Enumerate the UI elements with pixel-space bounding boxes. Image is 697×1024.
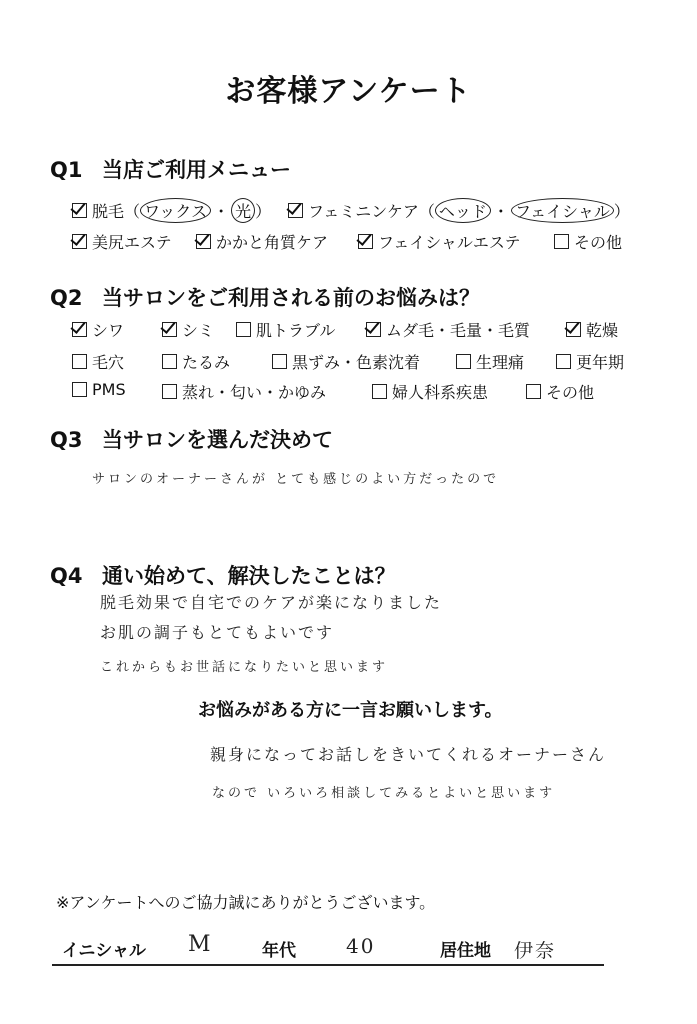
q3-question: 当サロンを選んだ決めて (102, 428, 333, 452)
q2-option-period-pain[interactable] (456, 350, 524, 373)
option-label: その他 (546, 383, 595, 402)
q2-question: 当サロンをご利用される前のお悩みは？ (102, 286, 480, 310)
option-label: フェミニンケア (308, 202, 419, 221)
option-label: 蒸れ・匂い・かゆみ (182, 383, 327, 402)
age-value[interactable]: 40 (346, 934, 376, 958)
q1-option-hip[interactable] (72, 230, 172, 253)
checkbox-unchecked[interactable] (72, 382, 87, 397)
option-label: 婦人科系疾患 (392, 383, 489, 402)
message-line: なので いろいろ相談してみるとよいと思います (212, 786, 556, 801)
option-label: PMS (92, 380, 126, 399)
checkbox-unchecked[interactable] (72, 354, 87, 369)
q2-option-odor[interactable] (162, 380, 326, 403)
q1-option-facial-esthe[interactable] (358, 230, 521, 253)
circled-option-head: ヘッド (435, 198, 491, 223)
q4-question: 通い始めて、解決したことは？ (102, 564, 396, 588)
age-label: 年代 (262, 941, 296, 961)
q2-option-sagging[interactable] (162, 350, 230, 373)
q4-answer-line: これからもお世話になりたいと思います (100, 660, 389, 675)
q4-number: Q4 (50, 564, 83, 588)
q2-option-dark-spots[interactable] (272, 350, 420, 373)
q2-heading (50, 282, 480, 312)
option-label: 肌トラブル (256, 321, 336, 340)
paren-close: ） (613, 202, 630, 221)
checkbox-unchecked[interactable] (554, 234, 569, 249)
q2-option-spots[interactable] (162, 318, 214, 341)
q1-option-hair-removal[interactable] (72, 198, 271, 223)
q2-option-other[interactable] (526, 380, 594, 403)
option-label: かかと角質ケア (216, 233, 329, 252)
checkbox-checked[interactable] (196, 234, 211, 249)
option-label: 美尻エステ (92, 233, 172, 252)
q4-answer-line: お肌の調子もとてもよいです (100, 623, 335, 642)
q2-option-skin-trouble[interactable] (236, 318, 335, 341)
circled-option-light: 光 (231, 198, 255, 223)
checkbox-unchecked[interactable] (526, 384, 541, 399)
q4-heading (50, 560, 396, 590)
q3-heading (50, 424, 333, 454)
q4-answer-line: 脱毛効果で自宅でのケアが楽になりました (100, 593, 443, 612)
q1-option-feminine-care[interactable] (288, 198, 630, 223)
residence-value[interactable]: 伊奈 (514, 940, 557, 962)
option-label: 脱毛 (92, 202, 125, 221)
q2-option-wrinkles[interactable] (72, 318, 124, 341)
thanks-note: ※アンケートへのご協力誠にありがとうございます。 (56, 893, 436, 912)
q3-answer: サロンのオーナーさんが とても感じのよい方だったので (92, 472, 500, 487)
checkbox-checked[interactable] (358, 234, 373, 249)
checkbox-checked[interactable] (72, 322, 87, 337)
paren-close: ） (255, 202, 272, 221)
q1-option-heel[interactable] (196, 230, 328, 253)
initial-value[interactable]: M (188, 932, 213, 957)
footer-underline (52, 964, 604, 966)
q1-heading (50, 154, 291, 184)
option-label: シワ (92, 321, 125, 340)
paren-open: （ (418, 202, 435, 221)
q2-option-dryness[interactable] (566, 318, 618, 341)
checkbox-checked[interactable] (566, 322, 581, 337)
checkbox-checked[interactable] (162, 322, 177, 337)
q3-number: Q3 (50, 428, 83, 452)
q1-question: 当店ご利用メニュー (102, 158, 291, 182)
checkbox-unchecked[interactable] (456, 354, 471, 369)
option-label: その他 (574, 233, 623, 252)
option-label: 毛穴 (92, 353, 125, 372)
checkbox-checked[interactable] (366, 322, 381, 337)
checkbox-unchecked[interactable] (162, 354, 177, 369)
option-label: 乾燥 (586, 321, 619, 340)
q1-option-other[interactable] (554, 230, 622, 253)
q2-option-body-hair[interactable] (366, 318, 530, 341)
circled-option-wax: ワックス (140, 198, 211, 223)
initial-label: イニシャル (62, 941, 146, 961)
checkbox-unchecked[interactable] (162, 384, 177, 399)
q2-option-menopause[interactable] (556, 350, 624, 373)
q1-number: Q1 (50, 158, 83, 182)
q2-option-gynecology[interactable] (372, 380, 488, 403)
checkbox-unchecked[interactable] (556, 354, 571, 369)
option-label: たるみ (182, 353, 231, 372)
option-label: 黒ずみ・色素沈着 (292, 353, 421, 372)
separator: ・ (213, 202, 230, 221)
q2-option-pores[interactable] (72, 350, 124, 373)
q2-number: Q2 (50, 286, 83, 310)
option-label: ムダ毛・毛量・毛質 (386, 321, 531, 340)
checkbox-unchecked[interactable] (372, 384, 387, 399)
separator: ・ (492, 202, 509, 221)
option-label: 更年期 (576, 353, 625, 372)
option-label: シミ (182, 321, 215, 340)
residence-label: 居住地 (440, 941, 491, 961)
q2-option-pms[interactable] (72, 380, 126, 399)
checkbox-checked[interactable] (72, 234, 87, 249)
message-prompt: お悩みがある方に一言お願いします。 (198, 700, 503, 721)
checkbox-checked[interactable] (288, 203, 303, 218)
survey-title: お客様アンケート (225, 74, 472, 109)
checkbox-unchecked[interactable] (236, 322, 251, 337)
paren-open: （ (124, 202, 141, 221)
checkbox-checked[interactable] (72, 203, 87, 218)
circled-option-facial: フェイシャル (511, 198, 614, 223)
checkbox-unchecked[interactable] (272, 354, 287, 369)
message-line: 親身になってお話しをきいてくれるオーナーさん (210, 745, 607, 764)
option-label: フェイシャルエステ (378, 233, 521, 252)
option-label: 生理痛 (476, 353, 525, 372)
